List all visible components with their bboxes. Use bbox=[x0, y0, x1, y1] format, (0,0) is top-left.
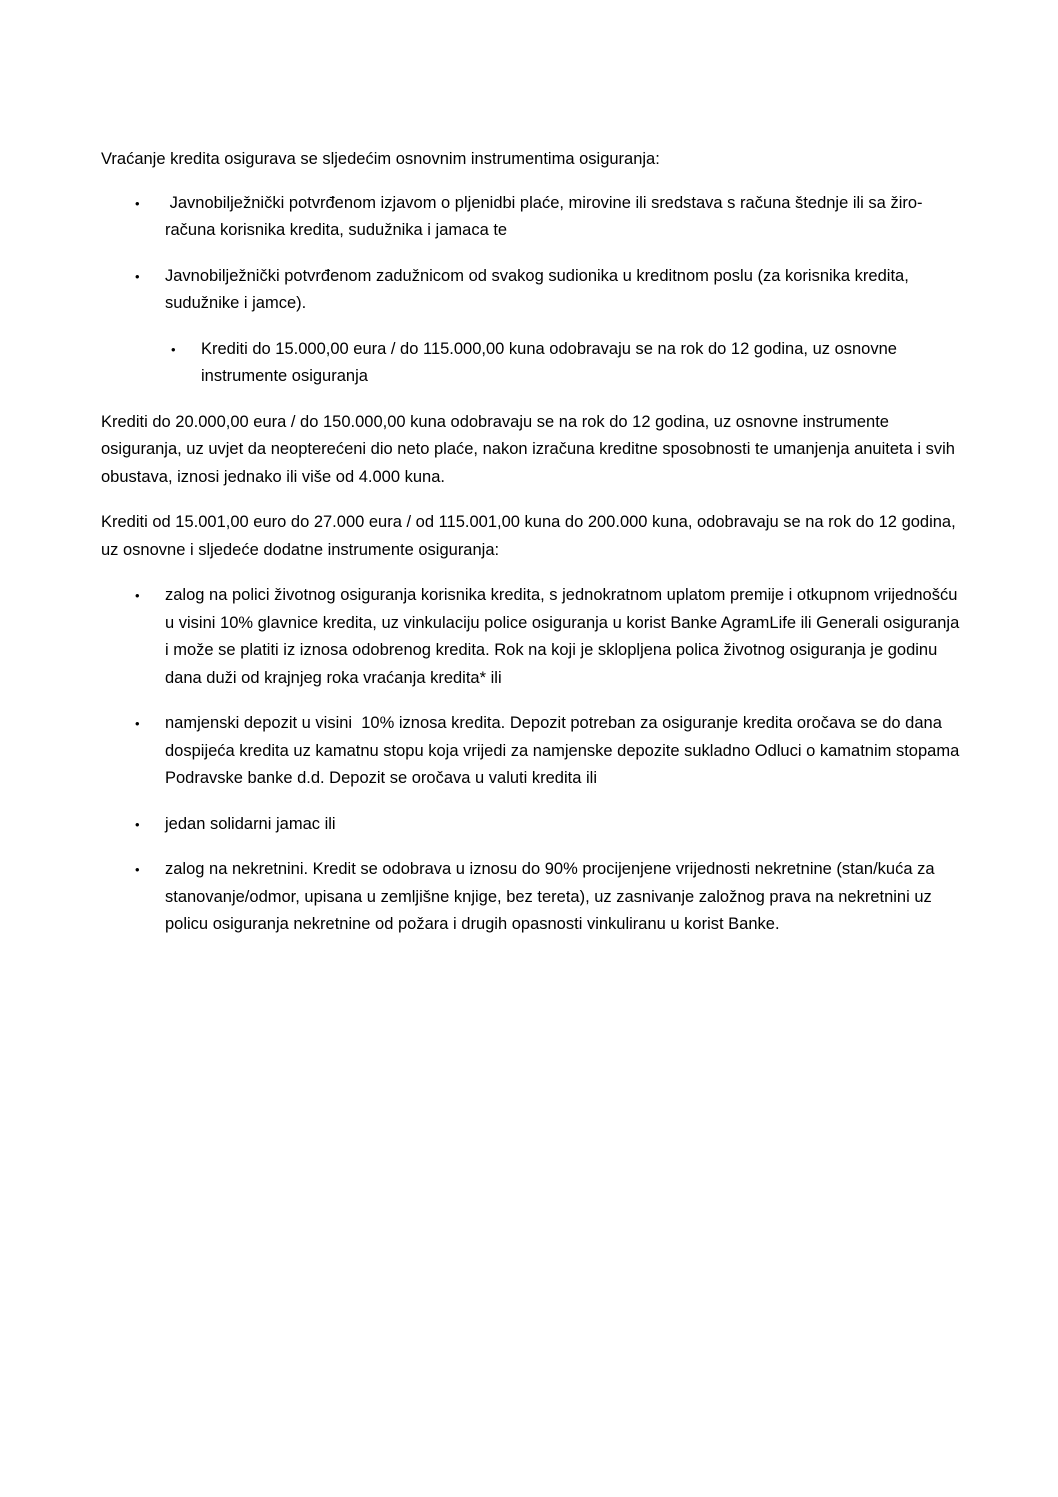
credit-20000-paragraph: Krediti do 20.000,00 eura / do 150.000,00 kuna odobravaju se na rok do 12 godina, uz osnovne instrumente osiguranja, uz uvjet da neopterećeni dio neto plaće, nakon izračuna kreditne sposobnosti te umanjenja anuiteta i svih obustava, iznosi jednako ili više od 4.000 kuna. bbox=[101, 412, 955, 486]
list-item bbox=[101, 811, 961, 839]
list-item bbox=[101, 710, 964, 793]
list-item-text: zalog na nekretnini. Kredit se odobrava u iznosu do 90% procijenjene vrijednosti nekretnine (stan/kuća za stanovanje/odmor, upisana u zemljišne knjige, bez tereta), uz zasnivanje založnog prava na nekretnini uz policu osiguranja nekretnine od požara i drugih opasnosti vinkuliranu u korist Banke. bbox=[165, 860, 935, 933]
bullet-icon: • bbox=[135, 716, 140, 731]
bullet-icon: • bbox=[135, 816, 140, 832]
bullet-icon: • bbox=[135, 195, 140, 211]
list-item bbox=[101, 263, 961, 318]
nested-list-item bbox=[101, 336, 961, 391]
list-item-text: namjenski depozit u visini 10% iznosa kredita. Depozit potreban za osiguranje kredita oročava se do dana dospijeća kredita uz kamatnu stopu koja vrijedi za namjenske depozite sukladno Odluci o kamatnim stopama Podravske banke d.d. Depozit se oročava u valuti kredita ili bbox=[165, 714, 964, 787]
bullet-icon: • bbox=[135, 268, 140, 284]
list-item-text: Javnobilježnički potvrđenom izjavom o pljenidbi plaće, mirovine ili sredstava s računa štednje ili sa žiro-računa korisnika kredita, sudužnika i jamaca te bbox=[165, 193, 923, 239]
intro-paragraph: Vraćanje kredita osigurava se sljedećim osnovnim instrumentima osiguranja: bbox=[101, 150, 660, 168]
list-item-text: Javnobilježnički potvrđenom zadužnicom od svakog sudionika u kreditnom poslu (za korisnika kredita, sudužnike i jamce). bbox=[165, 266, 909, 312]
bullet-icon: • bbox=[171, 341, 176, 357]
list-item-text: zalog na polici životnog osiguranja korisnika kredita, s jednokratnom uplatom premije i otkupnom vrijednošću u visini 10% glavnice kredita, uz vinkulaciju police osiguranja u korist Banke AgramLife ili Generali osiguranja i može se platiti iz iznosa odobrenog kredita. Rok na koji je sklopljena polica životnog osiguranja je godinu dana duži od krajnjeg roka vraćanja kredita* ili bbox=[165, 586, 960, 687]
additional-instruments-list bbox=[101, 582, 964, 939]
list-item bbox=[101, 190, 961, 245]
list-item bbox=[101, 582, 961, 692]
bullet-icon: • bbox=[135, 588, 140, 603]
document-body bbox=[101, 146, 964, 957]
list-item-text: jedan solidarni jamac ili bbox=[165, 814, 336, 833]
bullet-icon: • bbox=[135, 862, 140, 877]
nested-list-item-text: Krediti do 15.000,00 eura / do 115.000,00 kuna odobravaju se na rok do 12 godina, uz osnovne instrumente osiguranja bbox=[201, 339, 897, 385]
list-item bbox=[101, 856, 961, 939]
nested-list bbox=[101, 336, 961, 391]
basic-instruments-list bbox=[101, 190, 961, 318]
credit-27000-paragraph: Krediti od 15.001,00 euro do 27.000 eura / od 115.001,00 kuna do 200.000 kuna, odobravaju se na rok do 12 godina, uz osnovne i sljedeće dodatne instrumente osiguranja: bbox=[101, 513, 956, 559]
